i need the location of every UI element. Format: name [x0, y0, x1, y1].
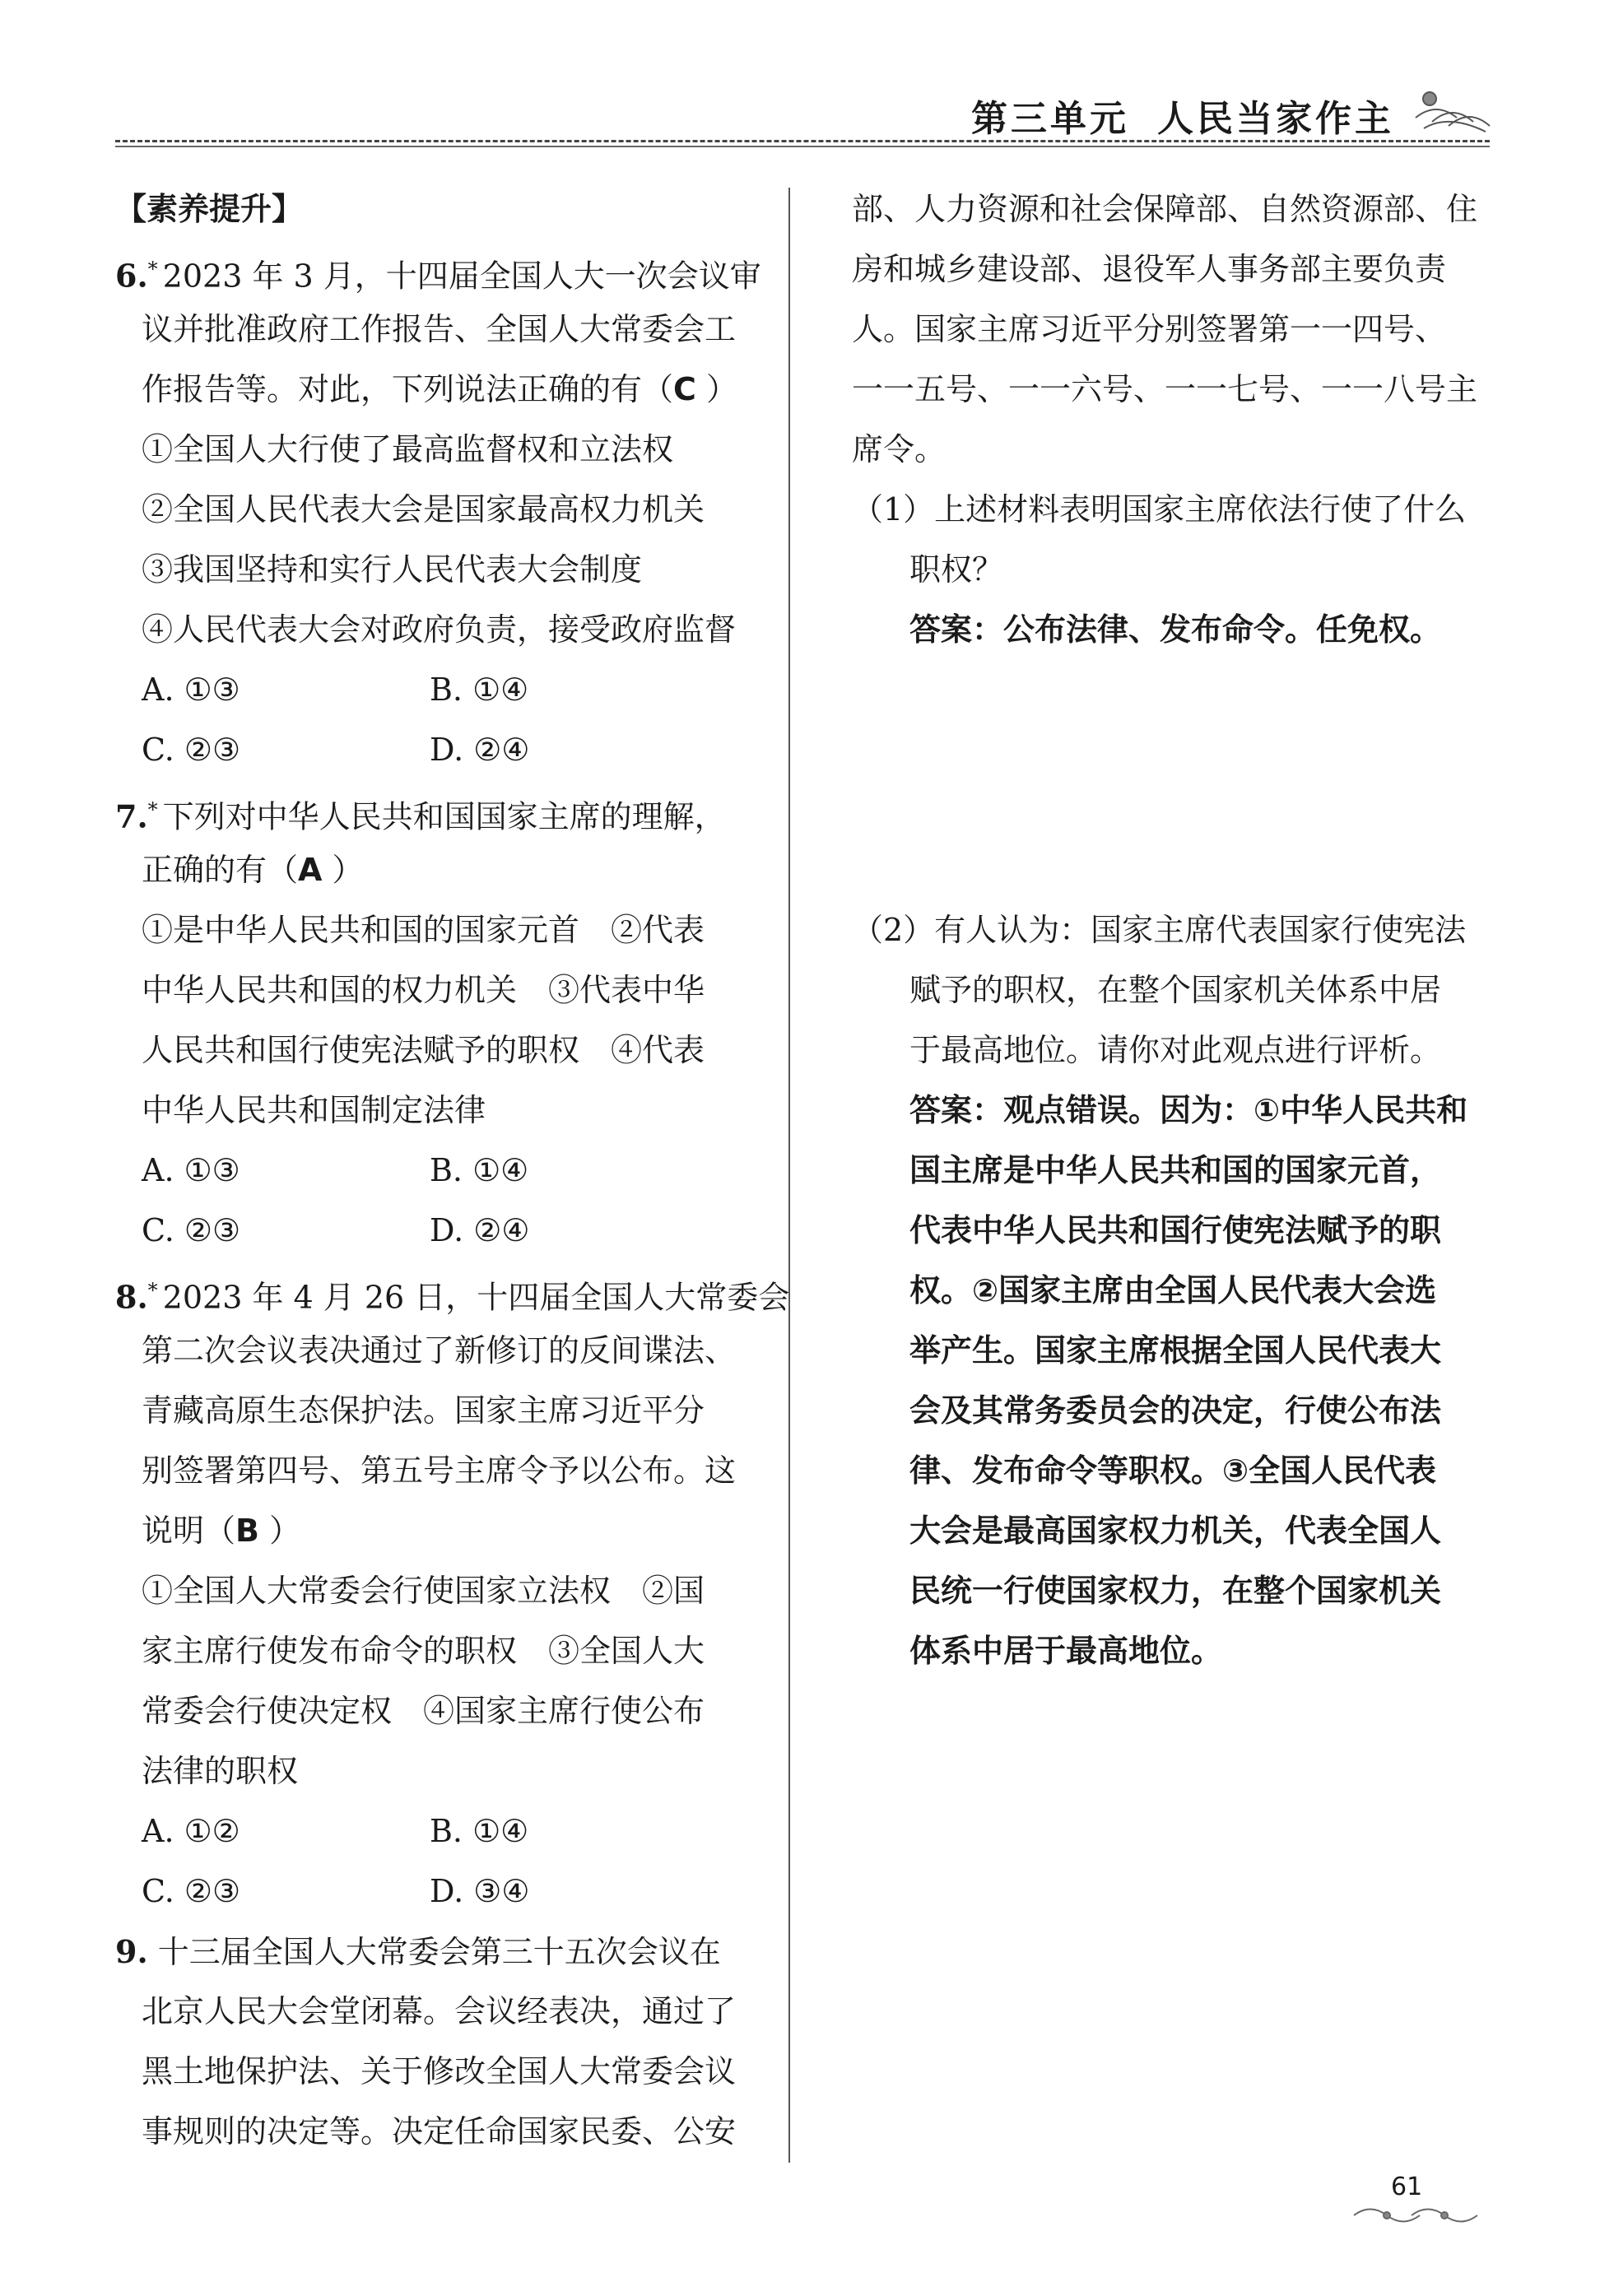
q7-answer: A: [298, 852, 323, 888]
q9-sub2-answer-line: 举产生。国家主席根据全国人民代表大: [909, 1332, 1442, 1369]
q7-number: 7.: [115, 797, 148, 835]
q9-sub2-answer-line: 律、发布命令等职权。③全国人民代表: [909, 1452, 1437, 1489]
q8-text: 说明（: [142, 1513, 236, 1549]
q6-option-b: B. ①④: [430, 672, 529, 708]
q9-continued-line: 一一五号、一一六号、一一七号、一一八号主: [852, 371, 1478, 407]
header-rule-dashed: [115, 140, 1490, 142]
q9-line-1: [115, 1922, 765, 1982]
q7-option-a: A. ①③: [142, 1152, 240, 1188]
q7-text: 正确的有（: [142, 852, 299, 888]
q9-number: 9.: [115, 1933, 148, 1970]
q6-number: 6.: [115, 257, 148, 295]
q7-option-b: B. ①④: [430, 1152, 529, 1188]
q6-option-a: A. ①③: [142, 672, 240, 708]
q8-statement: 常委会行使决定权 ④国家主席行使公布: [142, 1693, 705, 1729]
q6-line-3: [115, 360, 765, 420]
q9-sub2-answer-line: 答案：观点错误。因为：①中华人民共和: [909, 1092, 1468, 1128]
q6-statement: ④人民代表大会对政府负责，接受政府监督: [142, 611, 737, 648]
q6-text: 作报告等。对此，下列说法正确的有（: [142, 371, 674, 407]
q6-statement: ①全国人大行使了最高监督权和立法权: [142, 431, 674, 467]
q7-statement: 中华人民共和国制定法律: [142, 1092, 486, 1128]
q7-options-row: [115, 1141, 765, 1201]
q9-sub2-answer-line: 代表中华人民共和国行使宪法赋予的职: [909, 1212, 1442, 1248]
q6-statement: ③我国坚持和实行人民代表大会制度: [142, 551, 643, 588]
q8-options-row: [115, 1801, 765, 1861]
q8-close: ）: [269, 1513, 301, 1549]
q7-statement: ①是中华人民共和国的国家元首 ②代表: [142, 912, 705, 948]
answer-space: [852, 720, 1486, 780]
q9-sub2-answer-line: 民统一行使国家权力，在整个国家机关: [909, 1573, 1442, 1609]
q7-option-d: D. ②④: [430, 1212, 530, 1248]
q9-continued-line: 房和城乡建设部、退役军人事务部主要负责: [852, 251, 1447, 287]
left-column: [115, 179, 790, 2162]
q6-option-c: C. ②③: [142, 732, 241, 768]
star-icon: *: [147, 798, 158, 821]
q8-line-1: [115, 1261, 790, 1321]
star-icon: *: [147, 1279, 158, 1302]
q9-sub2-line-2: 赋予的职权，在整个国家机关体系中居: [909, 972, 1442, 1008]
q8-number: 8.: [115, 1278, 148, 1316]
q8-options-row: [115, 1861, 765, 1922]
q9-sub1-answer: 答案：公布法律、发布命令。任免权。: [909, 611, 1442, 648]
q6-options-row: [115, 720, 765, 780]
q7-text: 下列对中华人民共和国国家主席的理解，: [162, 798, 726, 835]
q9-sub2-answer-line: 权。②国家主席由全国人民代表大会选: [909, 1272, 1437, 1308]
q6-answer: C: [673, 371, 696, 407]
q8-option-c: C. ②③: [142, 1873, 241, 1909]
q9-line-2: 北京人民大会堂闭幕。会议经表决，通过了: [142, 1993, 737, 2029]
q6-option-d: D. ②④: [430, 732, 530, 768]
q9-sub1-line-1: （1）上述材料表明国家主席依法行使了什么: [852, 491, 1467, 528]
star-icon: *: [147, 258, 158, 281]
q9-continued-line: 人。国家主席习近平分别签署第一一四号、: [852, 311, 1447, 347]
q7-statement: 人民共和国行使宪法赋予的职权 ④代表: [142, 1032, 705, 1068]
running-header: [971, 89, 1465, 146]
q8-text: 2023 年 4 月 26 日，十四届全国人大常委会: [162, 1279, 790, 1316]
answer-space: [852, 780, 1486, 840]
q9-sub2-line-3: 于最高地位。请你对此观点进行评析。: [909, 1032, 1442, 1068]
q8-option-b: B. ①④: [430, 1813, 529, 1849]
q8-option-a: A. ①②: [142, 1813, 240, 1849]
footer-ornament-icon: [1350, 2199, 1481, 2232]
unit-label: 第三单元: [971, 98, 1129, 140]
page-number: 61: [1391, 2173, 1423, 2201]
q7-statement: 中华人民共和国的权力机关 ③代表中华: [142, 972, 705, 1008]
q6-line-1: [115, 239, 765, 300]
q7-option-c: C. ②③: [142, 1212, 241, 1248]
q7-line-1: [115, 780, 765, 840]
q8-line-4: 别签署第四号、第五号主席令予以公布。这: [142, 1452, 737, 1489]
q8-statement: 家主席行使发布命令的职权 ③全国人大: [142, 1633, 705, 1669]
q6-text: 2023 年 3 月，十四届全国人大一次会议审: [162, 258, 761, 295]
answer-space: [852, 840, 1486, 900]
q9-line-4: 事规则的决定等。决定任命国家民委、公安: [142, 2113, 737, 2150]
q9-continued-line: 席令。: [852, 431, 947, 467]
q8-line-5: [115, 1501, 765, 1561]
q6-close: ）: [706, 371, 738, 407]
unit-title: 人民当家作主: [1157, 98, 1394, 140]
q9-continued-line: 部、人力资源和社会保障部、自然资源部、住: [852, 191, 1478, 227]
q9-sub2-answer-line: 会及其常务委员会的决定，行使公布法: [909, 1392, 1442, 1429]
answer-space: [852, 660, 1486, 720]
column-divider: [788, 188, 790, 2163]
section-title: 【素养提升】: [115, 191, 304, 227]
q9-sub2-line-1: （2）有人认为：国家主席代表国家行使宪法: [852, 912, 1467, 948]
q9-sub2-answer-line: 体系中居于最高地位。: [909, 1633, 1223, 1669]
q6-options-row: [115, 660, 765, 720]
q7-options-row: [115, 1201, 765, 1261]
q9-sub2-answer-line: 国主席是中华人民共和国的国家元首，: [909, 1152, 1442, 1188]
q8-line-2: 第二次会议表决通过了新修订的反间谍法、: [142, 1332, 737, 1369]
q6-statement: ②全国人民代表大会是国家最高权力机关: [142, 491, 705, 528]
q9-line-3: 黑土地保护法、关于修改全国人大常委会议: [142, 2053, 737, 2089]
q9-sub1-line-2: 职权？: [909, 551, 1004, 588]
q8-option-d: D. ③④: [430, 1873, 530, 1909]
header-ornament-icon: [1412, 81, 1494, 138]
q8-statement: ①全国人大常委会行使国家立法权 ②国: [142, 1573, 705, 1609]
header-rule-solid: [115, 146, 1490, 147]
right-column: [852, 179, 1486, 1681]
q8-statement: 法律的职权: [142, 1753, 299, 1789]
q7-line-2: [115, 840, 765, 900]
q9-text: 十三届全国人大常委会第三十五次会议在: [157, 1934, 721, 1970]
q8-answer: B: [235, 1513, 259, 1549]
q9-sub2-answer-line: 大会是最高国家权力机关，代表全国人: [909, 1513, 1442, 1549]
q8-line-3: 青藏高原生态保护法。国家主席习近平分: [142, 1392, 705, 1429]
q6-line-2: 议并批准政府工作报告、全国人大常委会工: [142, 311, 737, 347]
q7-close: ）: [332, 852, 364, 888]
